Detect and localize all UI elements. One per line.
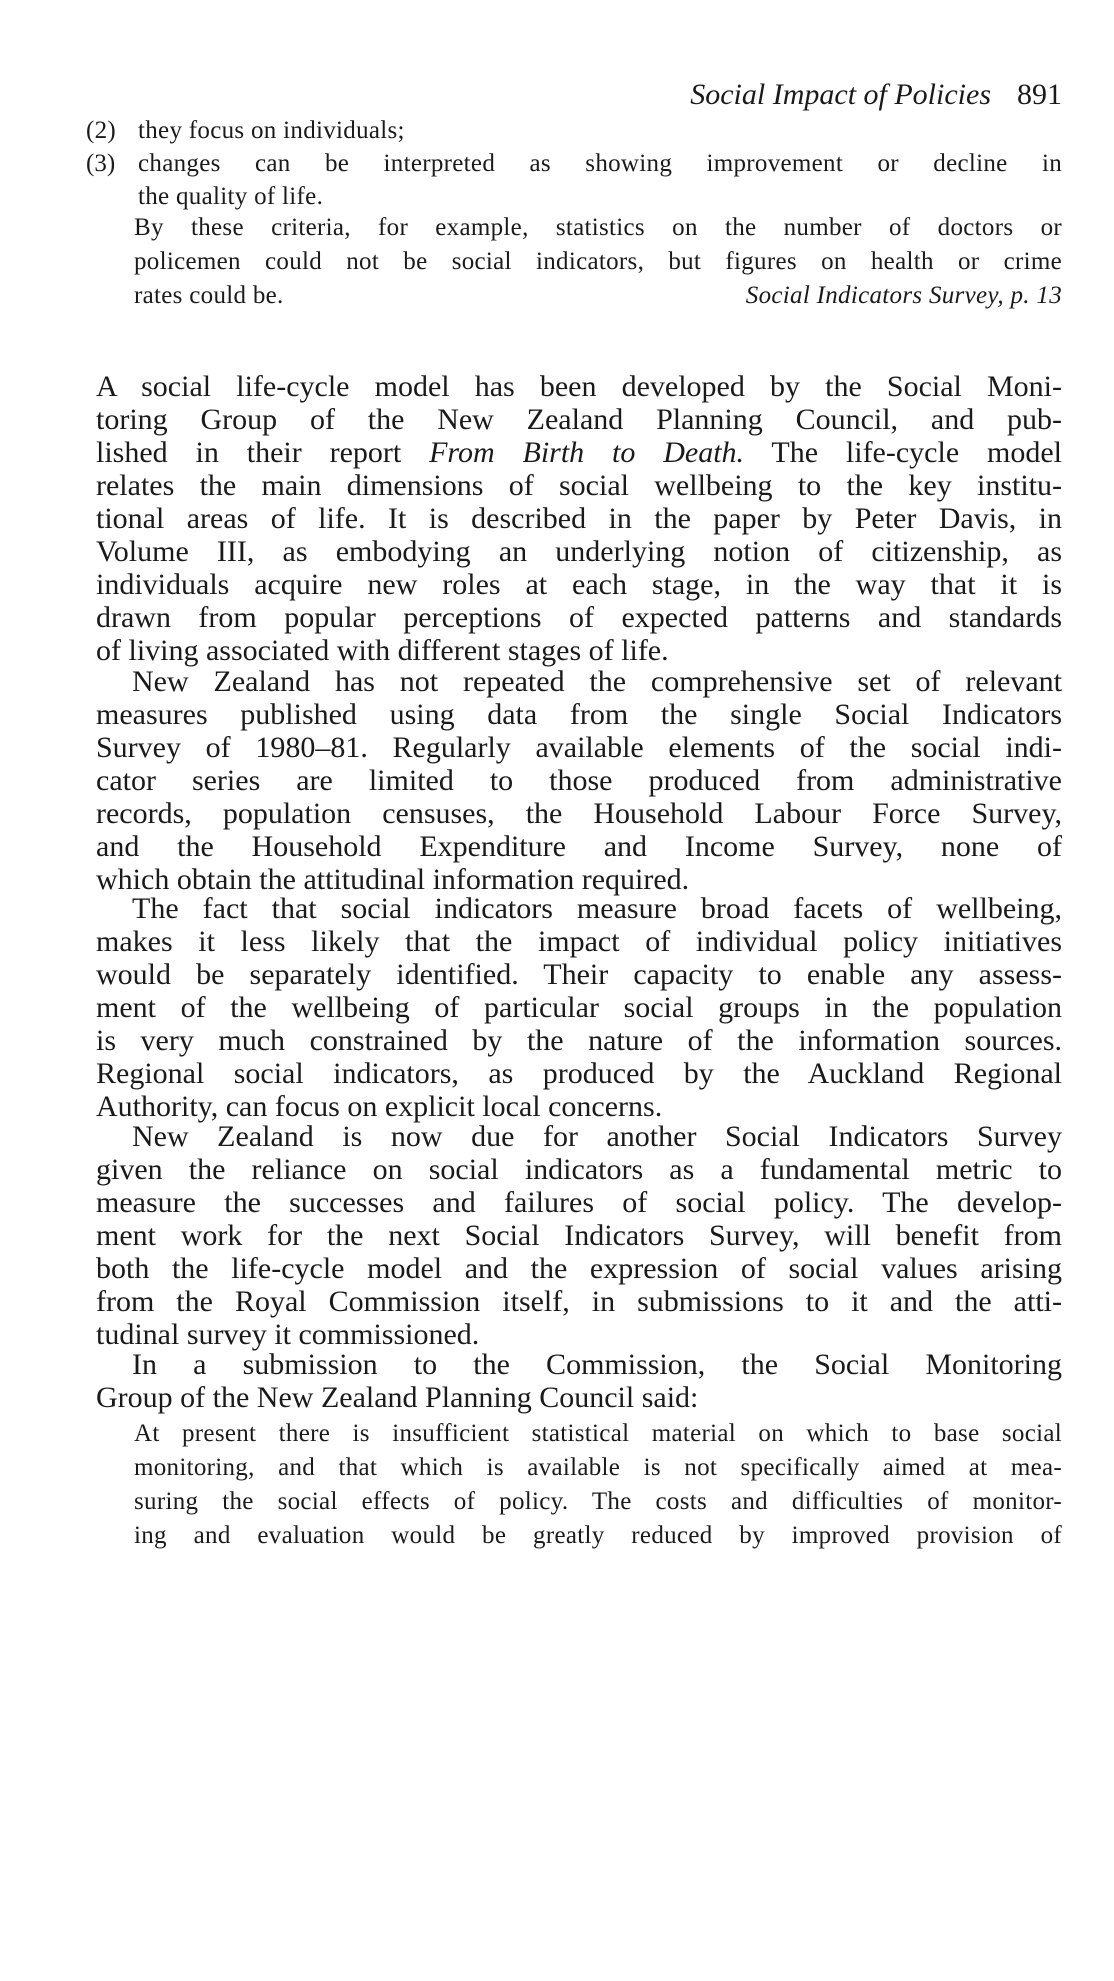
paragraph-line: given the reliance on social indicators as a fundamental metric to (96, 1153, 1062, 1186)
paragraph-line: records, population censuses, the Household Labour Force Survey, (96, 797, 1062, 830)
paragraph-line: Group of the New Zealand Planning Council said: (96, 1381, 699, 1414)
paragraph-line: toring Group of the New Zealand Planning Council, and pub- (96, 403, 1062, 436)
paragraph-line: New Zealand is now due for another Social Indicators Survey (132, 1120, 1062, 1153)
list-item-text-line: changes can be interpreted as showing improvement or decline in (138, 150, 1062, 177)
paragraph-line: drawn from popular perceptions of expected patterns and standards (96, 601, 1062, 634)
paragraph-line: In a submission to the Commission, the Social Monitoring (132, 1348, 1062, 1381)
paragraph-line: The fact that social indicators measure broad facets of wellbeing, (132, 892, 1062, 925)
paragraph-line: ment of the wellbeing of particular social groups in the population (96, 991, 1062, 1024)
paragraph-line: A social life-cycle model has been developed by the Social Moni- (96, 370, 1062, 403)
quote-line: At present there is insufficient statistical material on which to base social (134, 1420, 1062, 1447)
paragraph-line: ment work for the next Social Indicators Survey, will benefit from (96, 1219, 1062, 1252)
quote-line: suring the social effects of policy. The costs and difficulties of monitor- (134, 1488, 1062, 1515)
paragraph-line: and the Household Expenditure and Income Survey, none of (96, 830, 1062, 863)
quote-line: ing and evaluation would be greatly reduced by improved provision of (134, 1522, 1062, 1549)
paragraph-line: Authority, can focus on explicit local concerns. (96, 1090, 663, 1123)
list-item-text: they focus on individuals; (138, 117, 405, 144)
running-header (690, 78, 1062, 112)
quote-line: By these criteria, for example, statistics on the number of doctors or (134, 214, 1062, 241)
paragraph-line: both the life-cycle model and the expression of social values arising (96, 1252, 1062, 1285)
paragraph-line: of living associated with different stages of life. (96, 634, 669, 667)
paragraph-line: measures published using data from the single Social Indicators (96, 698, 1062, 731)
paragraph-line: cator series are limited to those produced from administrative (96, 764, 1062, 797)
paragraph-line: lished in their report From Birth to Death. The life-cycle model (96, 436, 1062, 469)
paragraph-line: makes it less likely that the impact of individual policy initiatives (96, 925, 1062, 958)
paragraph-line: which obtain the attitudinal information required. (96, 863, 690, 896)
paragraph-line: from the Royal Commission itself, in submissions to it and the atti- (96, 1285, 1062, 1318)
paragraph-line: Volume III, as embodying an underlying notion of citizenship, as (96, 535, 1062, 568)
paragraph-line: Survey of 1980–81. Regularly available elements of the social indi- (96, 731, 1062, 764)
running-title: Social Impact of Policies (690, 78, 991, 111)
quote-line: rates could be. (134, 282, 284, 309)
list-item-number: (3) (86, 150, 116, 177)
report-title: From Birth to Death. (429, 436, 745, 469)
paragraph-line: would be separately identified. Their capacity to enable any assess- (96, 958, 1062, 991)
paragraph-line: tional areas of life. It is described in the paper by Peter Davis, in (96, 502, 1062, 535)
paragraph-line: is very much constrained by the nature of the information sources. (96, 1024, 1062, 1057)
list-item-text-line: the quality of life. (138, 183, 324, 210)
paragraph-line: New Zealand has not repeated the comprehensive set of relevant (132, 665, 1062, 698)
page-number: 891 (1017, 78, 1062, 111)
list-item-number: (2) (86, 117, 117, 144)
paragraph-line: Regional social indicators, as produced by the Auckland Regional (96, 1057, 1062, 1090)
quote-line: monitoring, and that which is available is not specifically aimed at mea- (134, 1454, 1062, 1481)
quote-source: Social Indicators Survey, p. 13 (745, 282, 1062, 309)
paragraph-line: individuals acquire new roles at each stage, in the way that it is (96, 568, 1062, 601)
paragraph-line: relates the main dimensions of social wellbeing to the key institu- (96, 469, 1062, 502)
quote-line: policemen could not be social indicators, but figures on health or crime (134, 248, 1062, 275)
paragraph-line: measure the successes and failures of social policy. The develop- (96, 1186, 1062, 1219)
paragraph-line: tudinal survey it commissioned. (96, 1318, 480, 1351)
